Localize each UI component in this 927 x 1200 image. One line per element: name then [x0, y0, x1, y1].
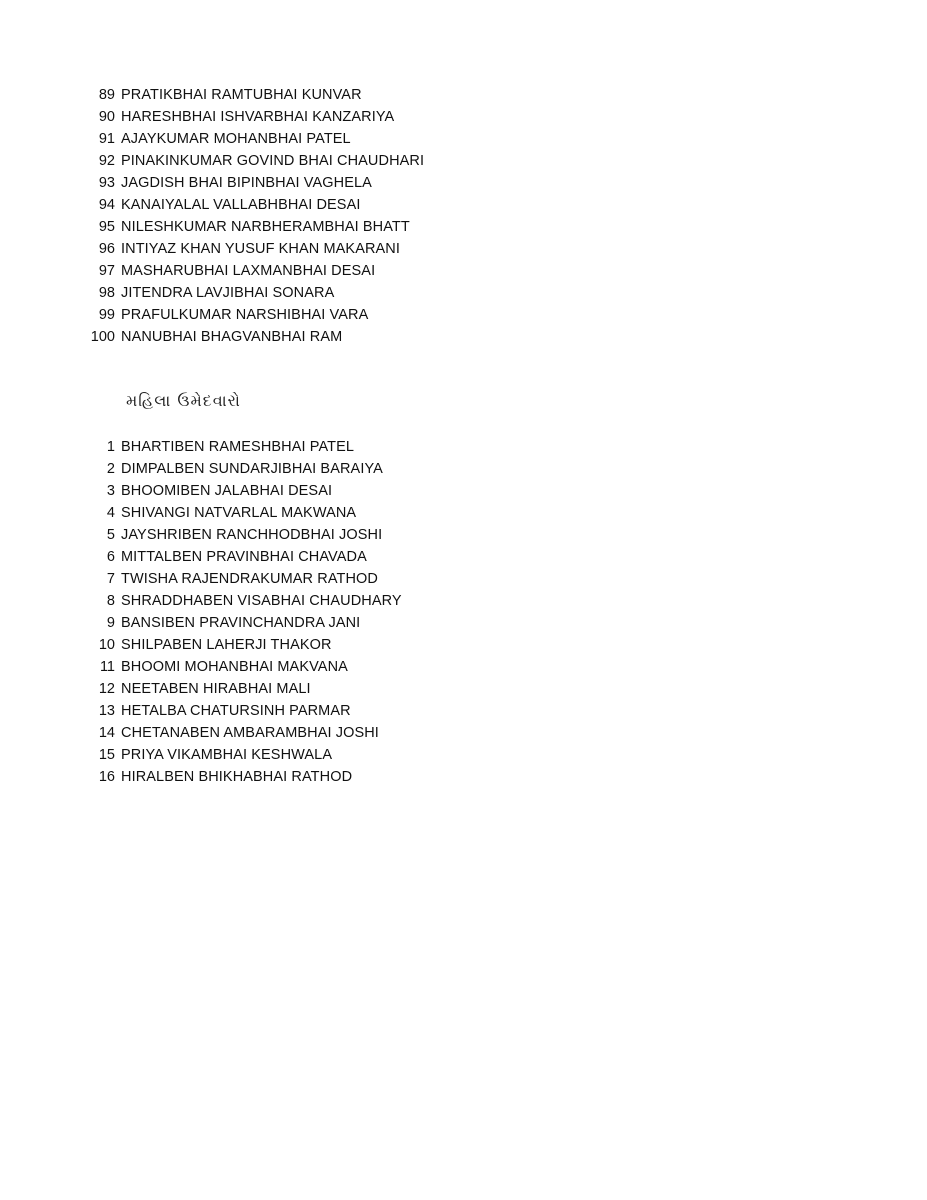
- candidate-name: HARESHBHAI ISHVARBHAI KANZARIYA: [121, 109, 395, 125]
- item-number: 11: [99, 659, 115, 675]
- list-item: [80, 194, 680, 216]
- candidate-name: MASHARUBHAI LAXMANBHAI DESAI: [121, 263, 376, 279]
- candidate-name: BHARTIBEN RAMESHBHAI PATEL: [121, 439, 355, 455]
- item-number: 95: [98, 219, 115, 235]
- candidate-name: HETALBA CHATURSINH PARMAR: [121, 703, 351, 719]
- list-item: [80, 326, 680, 348]
- list-item: [80, 436, 680, 458]
- list-item: [80, 766, 680, 788]
- item-number: 16: [98, 769, 115, 785]
- candidate-name: HIRALBEN BHIKHABHAI RATHOD: [121, 769, 353, 785]
- item-number: 98: [98, 285, 115, 301]
- candidate-name: PRAFULKUMAR NARSHIBHAI VARA: [121, 307, 369, 323]
- list-item: [80, 458, 680, 480]
- item-number: 15: [98, 747, 115, 763]
- item-number: 8: [106, 593, 115, 609]
- candidate-name: PRATIKBHAI RAMTUBHAI KUNVAR: [121, 87, 362, 103]
- item-number: 7: [106, 571, 115, 587]
- candidate-name: NANUBHAI BHAGVANBHAI RAM: [121, 329, 343, 345]
- candidate-name: BANSIBEN PRAVINCHANDRA JANI: [121, 615, 361, 631]
- list-item: [80, 568, 680, 590]
- list-item: [80, 260, 680, 282]
- item-number: 96: [98, 241, 115, 257]
- list-item: [80, 634, 680, 656]
- item-number: 97: [98, 263, 115, 279]
- item-number: 92: [98, 153, 115, 169]
- item-number: 3: [106, 483, 115, 499]
- item-number: 14: [98, 725, 115, 741]
- candidate-name: DIMPALBEN SUNDARJIBHAI BARAIYA: [121, 461, 383, 477]
- candidate-name: SHRADDHABEN VISABHAI CHAUDHARY: [121, 593, 402, 609]
- item-number: 1: [106, 439, 115, 455]
- candidate-name: JITENDRA LAVJIBHAI SONARA: [121, 285, 335, 301]
- candidate-name: PINAKINKUMAR GOVIND BHAI CHAUDHARI: [121, 153, 425, 169]
- list-item: [80, 656, 680, 678]
- candidate-name: KANAIYALAL VALLABHBHAI DESAI: [121, 197, 361, 213]
- candidate-name: NILESHKUMAR NARBHERAMBHAI BHATT: [121, 219, 410, 235]
- item-number: 99: [98, 307, 115, 323]
- list-item: [80, 304, 680, 326]
- item-number: 6: [106, 549, 115, 565]
- list-item: [80, 128, 680, 150]
- candidate-name: TWISHA RAJENDRAKUMAR RATHOD: [121, 571, 379, 587]
- list-item: [80, 172, 680, 194]
- item-number: 100: [90, 329, 115, 345]
- women-candidate-list: [80, 436, 680, 788]
- item-number: 13: [98, 703, 115, 719]
- item-number: 4: [106, 505, 115, 521]
- list-item: [80, 238, 680, 260]
- list-item: [80, 700, 680, 722]
- list-item: [80, 590, 680, 612]
- candidate-name: SHIVANGI NATVARLAL MAKWANA: [121, 505, 357, 521]
- list-item: [80, 546, 680, 568]
- list-item: [80, 216, 680, 238]
- item-number: 2: [106, 461, 115, 477]
- item-number: 9: [106, 615, 115, 631]
- item-number: 10: [98, 637, 115, 653]
- candidate-name: BHOOMI MOHANBHAI MAKVANA: [121, 659, 348, 675]
- list-item: [80, 612, 680, 634]
- list-item: [80, 502, 680, 524]
- list-item: [80, 524, 680, 546]
- item-number: 90: [98, 109, 115, 125]
- list-item: [80, 106, 680, 128]
- candidate-name: MITTALBEN PRAVINBHAI CHAVADA: [121, 549, 367, 565]
- item-number: 89: [98, 87, 115, 103]
- section-heading: મહિલા ઉમેદવારો: [126, 391, 241, 410]
- item-number: 12: [98, 681, 115, 697]
- item-number: 91: [98, 131, 115, 147]
- list-item: [80, 722, 680, 744]
- list-item: [80, 480, 680, 502]
- list-item: [80, 744, 680, 766]
- candidate-name: JAGDISH BHAI BIPINBHAI VAGHELA: [121, 175, 372, 191]
- candidate-name: AJAYKUMAR MOHANBHAI PATEL: [121, 131, 351, 147]
- candidate-list: [80, 84, 680, 348]
- candidate-name: BHOOMIBEN JALABHAI DESAI: [121, 483, 333, 499]
- candidate-name: SHILPABEN LAHERJI THAKOR: [121, 637, 332, 653]
- candidate-name: INTIYAZ KHAN YUSUF KHAN MAKARANI: [121, 241, 401, 257]
- candidate-name: PRIYA VIKAMBHAI KESHWALA: [121, 747, 333, 763]
- item-number: 94: [98, 197, 115, 213]
- candidate-name: NEETABEN HIRABHAI MALI: [121, 681, 311, 697]
- item-number: 93: [98, 175, 115, 191]
- candidate-name: CHETANABEN AMBARAMBHAI JOSHI: [121, 725, 379, 741]
- list-item: [80, 150, 680, 172]
- list-item: [80, 282, 680, 304]
- list-item: [80, 678, 680, 700]
- item-number: 5: [106, 527, 115, 543]
- list-item: [80, 84, 680, 106]
- candidate-name: JAYSHRIBEN RANCHHODBHAI JOSHI: [121, 527, 383, 543]
